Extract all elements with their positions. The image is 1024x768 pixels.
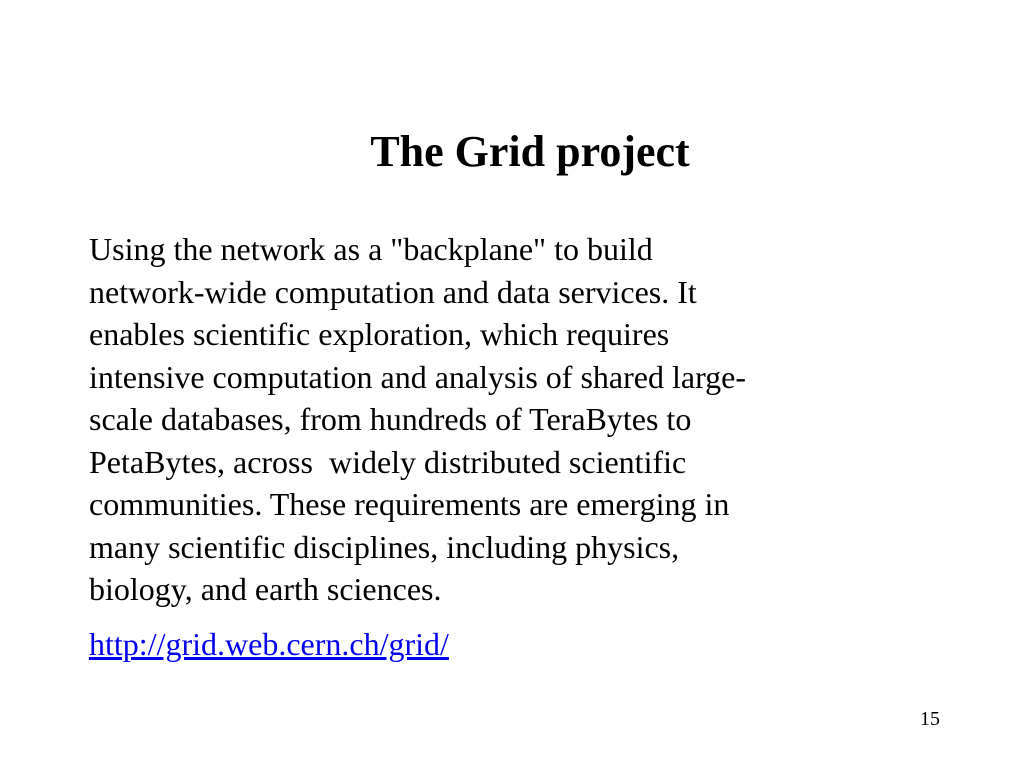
body-line: Using the network as a "backplane" to build [89,231,653,267]
body-line: intensive computation and analysis of shared large- [89,358,746,395]
body-line: biology, and earth sciences. [89,571,442,607]
body-line: network-wide computation and data services. It [89,273,697,310]
body-line: communities. These requirements are emerging in [89,486,730,522]
body-line: PetaBytes, across widely distributed scientific [89,443,687,480]
slide-body [89,228,746,611]
body-line: enables scientific exploration, which requires [89,316,670,352]
slide-number: 15 [920,708,940,730]
cern-grid-link[interactable]: http://grid.web.cern.ch/grid/ [89,626,449,662]
body-line: many scientific disciplines, including physics, [89,528,680,565]
slide-title: The Grid project [370,127,690,176]
body-line: scale databases, from hundreds of TeraBytes to [89,401,692,437]
